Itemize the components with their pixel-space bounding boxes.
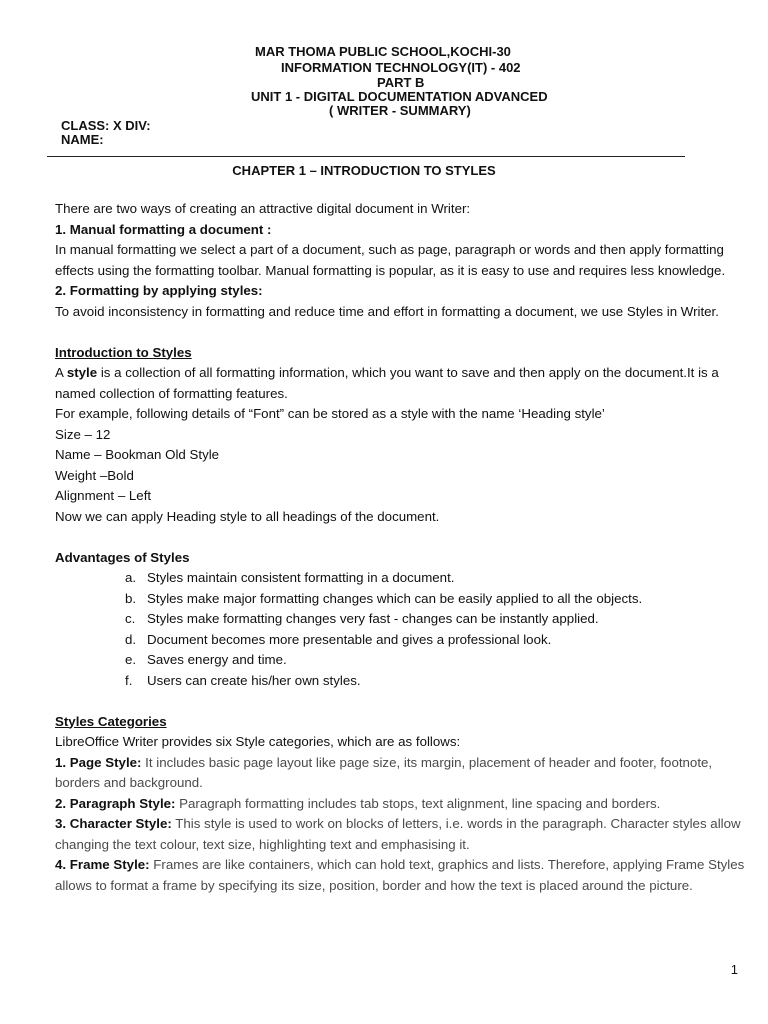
style-size: Size – 12	[55, 426, 111, 442]
name-label: NAME:	[61, 132, 104, 147]
style-font-name: Name – Bookman Old Style	[55, 447, 220, 462]
chapter-title: CHAPTER 1 – INTRODUCTION TO STYLES	[232, 163, 496, 178]
category-page-style: 1. Page Style: It includes basic page layout like page size, its margin, placement of header and footer, footnote, borders and background.	[55, 754, 713, 790]
list-item: d. Document becomes more presentable and gives a professional look.	[125, 631, 552, 647]
advantages-list	[55, 568, 745, 691]
part-title: PART B	[377, 75, 425, 90]
style-alignment: Alignment – Left	[55, 488, 152, 503]
style-term: style	[66, 365, 98, 380]
style-apply: Now we can apply Heading style to all headings of the document.	[55, 508, 440, 524]
list-item: a. Styles maintain consistent formatting in a document.	[125, 570, 455, 585]
class-label: CLASS: X DIV:	[61, 118, 151, 133]
list-item: b. Styles make major formatting changes which can be easily applied to all the objects.	[125, 590, 643, 606]
list-item: e. Saves energy and time.	[125, 652, 287, 667]
manual-formatting-text: In manual formatting we select a part of a document, such as page, paragraph or words and then apply formatting effects using the formatting toolbar. Manual formatting is popular, as it is easy to use and requires less knowledge.	[55, 242, 726, 278]
style-weight: Weight –Bold	[55, 467, 134, 483]
style-definition: A style is a collection of all formatting information, which you want to save and then apply on the document.It is a named collection of formatting features.	[55, 365, 719, 401]
intro-styles-heading: Introduction to Styles	[55, 344, 192, 360]
styles-formatting-heading: 2. Formatting by applying styles:	[55, 283, 263, 298]
header-divider	[47, 156, 685, 157]
page-number: 1	[730, 962, 738, 977]
category-character-style: 3. Character Style: This style is used to work on blocks of letters, i.e. words in the paragraph. Character styles allow changing the text colour, text size, highlighting text and emphasising it.	[55, 816, 741, 852]
list-item: c. Styles make formatting changes very fast - changes can be instantly applied.	[125, 611, 599, 626]
styles-formatting-text: To avoid inconsistency in formatting and reduce time and effort in formatting a document, we use Styles in Writer.	[55, 303, 719, 319]
subject-title: INFORMATION TECHNOLOGY(IT) - 402	[281, 60, 521, 75]
manual-formatting-heading: 1. Manual formatting a document :	[55, 221, 272, 237]
intro-line: There are two ways of creating an attractive digital document in Writer:	[55, 201, 471, 216]
list-item: f. Users can create his/her own styles.	[125, 672, 361, 688]
document-body	[55, 199, 745, 896]
advantages-heading: Advantages of Styles	[55, 549, 190, 565]
summary-title: ( WRITER - SUMMARY)	[329, 103, 471, 118]
categories-intro: LibreOffice Writer provides six Style categories, which are as follows:	[55, 734, 461, 749]
category-paragraph-style: 2. Paragraph Style: Paragraph formatting includes tab stops, text alignment, line spacing and borders.	[55, 795, 661, 811]
categories-heading: Styles Categories	[55, 713, 167, 729]
style-example: For example, following details of “Font” can be stored as a style with the name ‘Heading style’	[55, 406, 605, 421]
category-frame-style: 4. Frame Style: Frames are like containers, which can hold text, graphics and lists. Therefore, applying Frame Styles allows to format a frame by specifying its size, position, border and how the text is placed around the picture.	[55, 857, 745, 893]
school-name: MAR THOMA PUBLIC SCHOOL,KOCHI-30	[255, 44, 511, 59]
unit-title: UNIT 1 - DIGITAL DOCUMENTATION ADVANCED	[251, 89, 548, 104]
